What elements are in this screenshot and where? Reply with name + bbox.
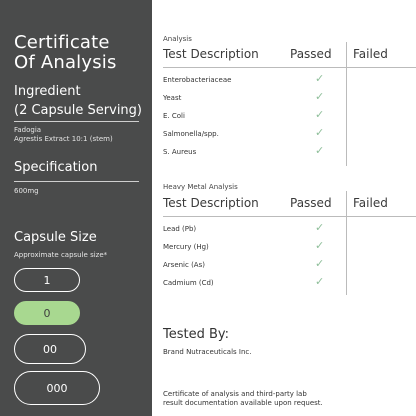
capsule-size-heading: Capsule Size [14,230,97,245]
document-title [14,33,117,73]
table-row [163,89,416,107]
heavy-metal-header-rule [163,216,416,217]
col-passed: Passed [290,196,332,210]
footer-line-2: result documentation available upon request. [163,399,323,407]
ingredient-divider [14,121,139,122]
check-icon: ✓ [315,72,325,85]
heavy-metal-section-label: Heavy Metal Analysis [163,183,238,191]
table-row [163,238,416,256]
check-icon: ✓ [315,275,325,288]
capsule-size-1-button[interactable]: 1 [14,268,80,292]
test-label: Salmonella/spp. [163,130,219,138]
footer-line-1: Certificate of analysis and third-party lab [163,390,307,398]
specification-value: 600mg [14,187,39,195]
tested-by-heading: Tested By: [163,327,230,342]
col-test-description: Test Description [163,196,259,210]
test-label: Cadmium (Cd) [163,279,214,287]
main-content [152,0,416,416]
test-label: Lead (Pb) [163,225,197,233]
specification-heading: Specification [14,160,98,175]
table-row [163,143,416,161]
col-failed: Failed [353,47,388,61]
capsule-size-000-button[interactable]: 000 [14,371,100,405]
ingredient-heading-line-1: Ingredient [14,84,81,99]
table-row [163,125,416,143]
table-row [163,274,416,292]
col-test-description: Test Description [163,47,259,61]
ingredient-heading [14,82,142,120]
analysis-header-rule [163,67,416,68]
footer-note [163,390,323,408]
table-row [163,71,416,89]
check-icon: ✓ [315,239,325,252]
check-icon: ✓ [315,108,325,121]
sidebar [0,0,152,416]
test-label: Arsenic (As) [163,261,205,269]
test-label: Mercury (Hg) [163,243,209,251]
analysis-table-header [163,44,416,66]
tested-by-value: Brand Nutraceuticals Inc. [163,348,252,356]
capsule-size-0-button[interactable]: 0 [14,301,80,325]
table-row [163,220,416,238]
title-line-1: Certificate [14,32,110,53]
test-label: E. Coli [163,112,185,120]
table-row [163,107,416,125]
check-icon: ✓ [315,126,325,139]
check-icon: ✓ [315,144,325,157]
ingredient-value-line-1: Fadogia [14,126,42,134]
check-icon: ✓ [315,221,325,234]
table-row [163,256,416,274]
col-failed: Failed [353,196,388,210]
ingredient-heading-line-2: (2 Capsule Serving) [14,103,142,118]
test-label: Enterobacteriaceae [163,76,232,84]
title-line-2: Of Analysis [14,52,117,73]
col-passed: Passed [290,47,332,61]
specification-divider [14,181,139,182]
test-label: Yeast [163,94,182,102]
ingredient-value-line-2: Agrestis Extract 10:1 (stem) [14,135,113,143]
heavy-metal-table-header [163,193,416,215]
check-icon: ✓ [315,257,325,270]
capsule-size-subtitle: Approximate capsule size* [14,251,108,259]
capsule-size-00-button[interactable]: 00 [14,334,86,364]
test-label: S. Aureus [163,148,197,156]
ingredient-value [14,126,113,144]
analysis-section-label: Analysis [163,35,192,43]
check-icon: ✓ [315,90,325,103]
